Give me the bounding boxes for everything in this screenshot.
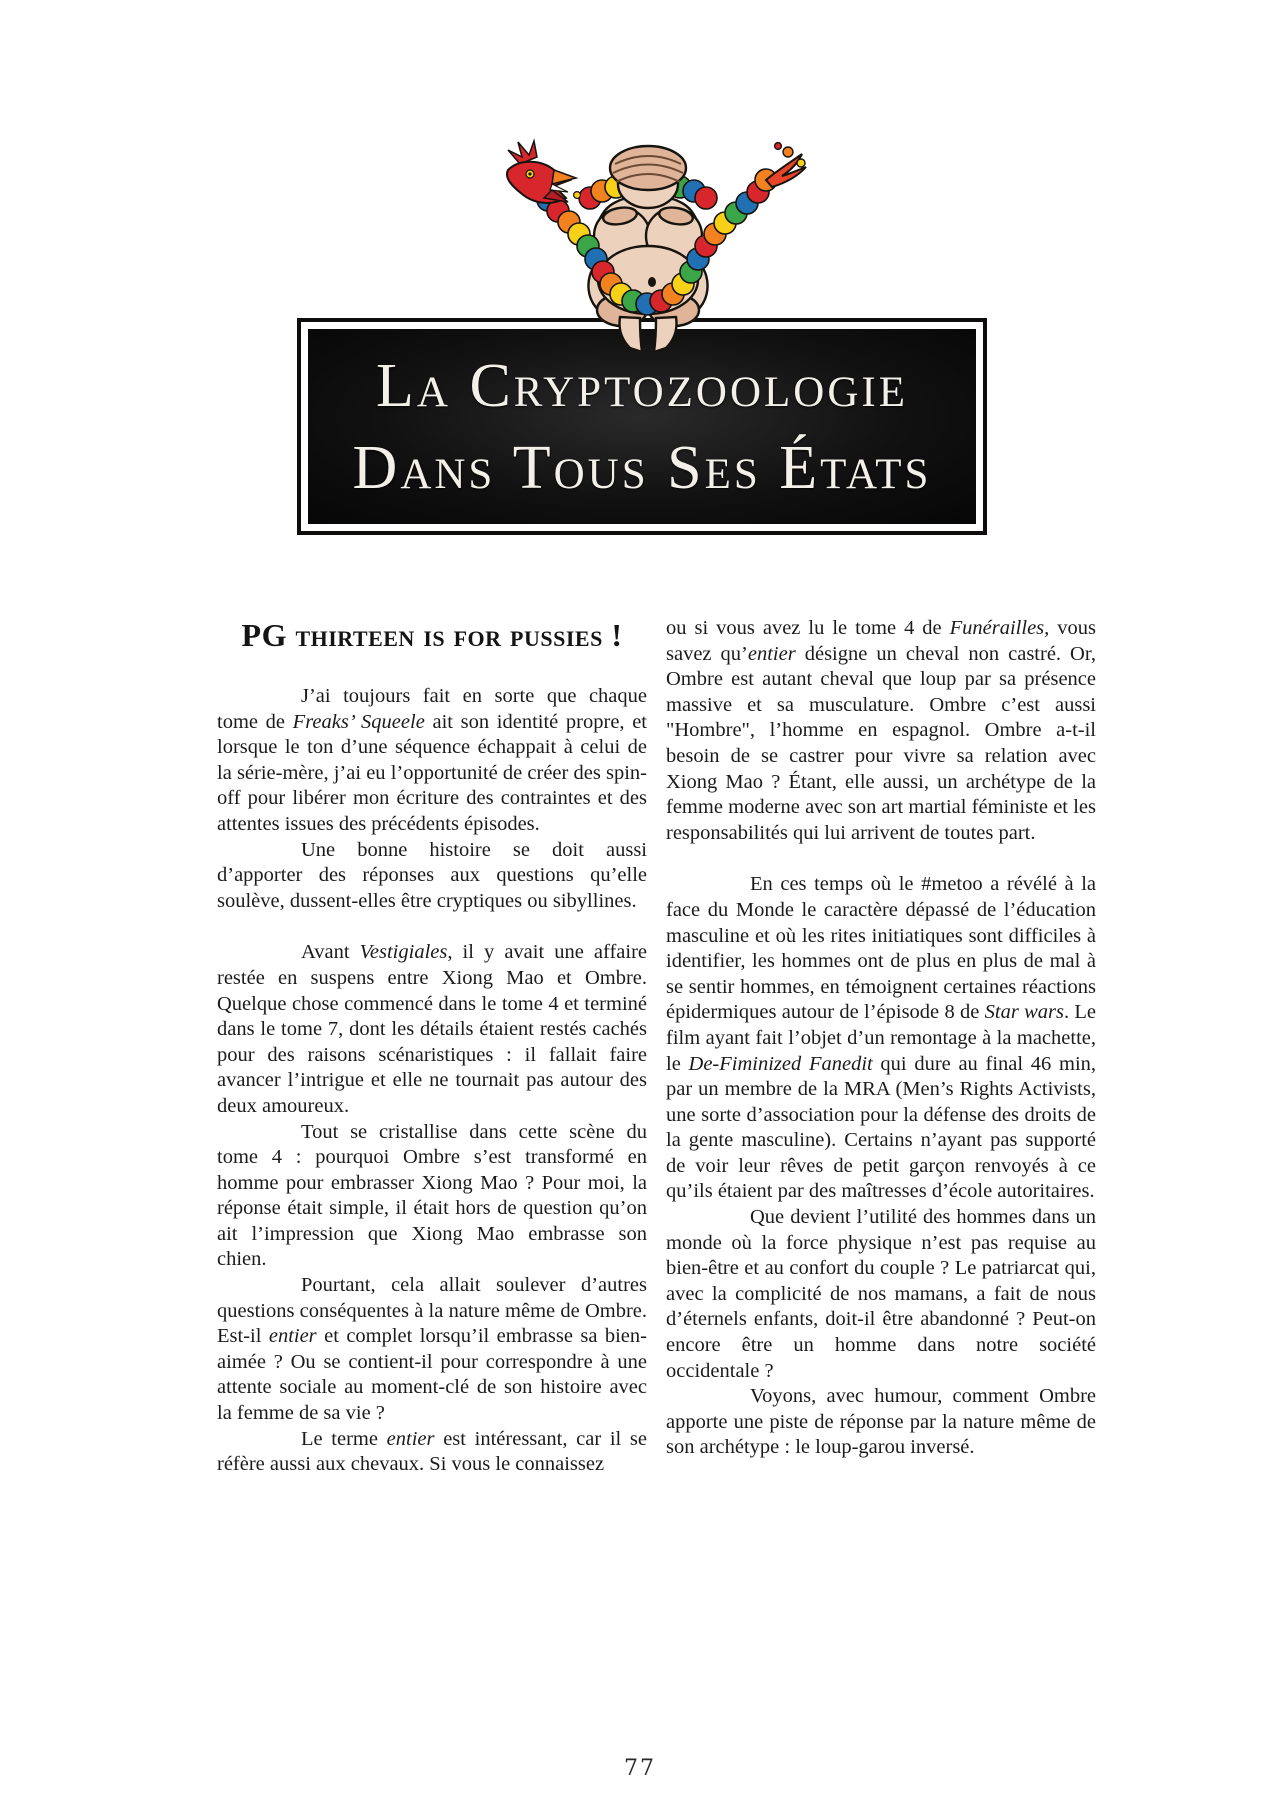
venus-rainbow-dragon-illustration: [470, 112, 810, 352]
text-segment: J’ai toujours fait en sorte que chaque tome de: [217, 685, 647, 733]
paragraph: [217, 1120, 647, 1274]
venom-drop: [574, 192, 581, 199]
italic-text-segment: Freaks’ Squeele: [292, 710, 425, 733]
paragraph: [217, 838, 647, 915]
text-segment: . Le film ayant fait l’objet d’un remontage à la machette, le: [666, 1001, 1096, 1075]
dragon-tail: [766, 143, 806, 187]
text-segment: Pourtant, cela allait soulever d’autres questions conséquentes à la nature même de Ombre. Est-il: [217, 1274, 647, 1348]
text-segment: ou si vous avez lu le tome 4 de: [666, 617, 950, 639]
banner-title-line1: La Cryptozoologie: [376, 351, 908, 420]
italic-text-segment: Vestigiales: [359, 941, 448, 964]
dragon-head: [507, 141, 580, 203]
tail-curl-1: [783, 147, 793, 157]
dragon-pupil: [528, 172, 531, 175]
text-segment: ait son identité propre, et lorsque le ton d’une séquence échappait à celui de la série-mère, j’ai eu l’opportunité de créer des spin-off pour libérer mon écriture des contraintes et des attentes issues des précédents épisodes.: [217, 710, 648, 835]
paragraph: [666, 1205, 1096, 1384]
text-segment: désigne un cheval non castré. Or, Ombre est autant cheval que loup par sa présence massive et sa musculature. Ombre c’est aussi "Hombre", l’homme en espagnol. Ombre a-t-il besoin de se castrer pour vivre sa relation avec Xiong Mao ? Étant, elle aussi, un archétype de la femme moderne avec son art martial féministe et les responsabilités qui lui arrivent de toutes part.: [666, 642, 1096, 844]
paragraph: [217, 940, 647, 1119]
dragon-crest: [508, 141, 537, 164]
paragraph: [666, 872, 1096, 1205]
text-segment: Voyons, avec humour, comment Ombre apporte une piste de réponse par la nature même de son archétype : le loup-garou inversé.: [666, 1385, 1096, 1459]
text-segment: Une bonne histoire se doit aussi d’apporter des réponses aux questions qu’elle soulève, dussent-elles être cryptiques ou sibyllines.: [217, 838, 647, 912]
left-column: [217, 616, 647, 1478]
paragraph: [217, 1273, 647, 1427]
text-segment: , il y avait une affaire restée en suspens entre Xiong Mao et Ombre. Quelque chose commencé dans le tome 4 et terminé dans le tome 7, dont les détails étaient restés cachés pour des raisons scénaristiques : il fallait faire avancer l’intrigue et elle ne tournait pas autour des deux amoureux.: [217, 941, 648, 1117]
venus-right-leg: [654, 317, 677, 352]
italic-text-segment: entier: [747, 642, 796, 665]
text-segment: et complet lorsqu’il embrasse sa bien-aimée ? Ou se contient-il pour correspondre à une attente sociale au moment-clé de son histoire avec la femme de sa vie ?: [217, 1325, 647, 1425]
venus-left-leg: [619, 317, 642, 352]
text-segment: Que devient l’utilité des hommes dans un monde où la force physique n’est pas requise au bien-être et au confort du couple ? Le patriarcat qui, avec la complicité de nos mamans, a fait de nous d’éternels enfants, doit-il être abandonné ? Peut-on encore être un homme dans notre société occidentale ?: [666, 1206, 1096, 1382]
text-segment: Avant: [301, 941, 360, 964]
italic-text-segment: De-Fiminized Fanedit: [688, 1052, 873, 1075]
text-segment: vous savez qu’: [666, 617, 1096, 665]
paragraph: [666, 616, 1096, 846]
section-heading: PG thirteen is for pussies !: [241, 617, 623, 653]
text-segment: Tout se cristallise dans cette scène du tome 4 : pourquoi Ombre s’est transformé en homme pour embrasser Xiong Mao ? Pour moi, la réponse était simple, il était hors de question qu’on ait l’impression que Xiong Mao embrasse son chien.: [217, 1120, 647, 1271]
tail-curl-2: [797, 159, 805, 167]
italic-text-segment: entier: [268, 1325, 317, 1348]
title-banner-panel: [308, 329, 976, 524]
italic-text-segment: entier: [386, 1427, 435, 1450]
venus-body: [588, 146, 707, 352]
text-segment: qui dure au final 46 min, par un membre de la MRA (Men’s Rights Activists, une sorte d’association pour la défense des droits de la gente masculine). Certains n’ayant pas supporté de voir leur rêves de petit garçon renvoyés à ce qu’ils étaient par des maîtresses d’école autoritaires.: [666, 1052, 1097, 1203]
italic-text-segment: Funérailles,: [949, 617, 1050, 639]
banner-title-line2: Dans Tous Ses États: [352, 433, 932, 502]
venus-bonnet: [610, 146, 686, 190]
page-number: 77: [624, 1756, 656, 1781]
right-column: [666, 616, 1096, 1461]
paragraph: [217, 1427, 647, 1478]
paragraph: [217, 684, 647, 838]
paragraph: [666, 1384, 1096, 1461]
text-segment: En ces temps où le #metoo a révélé à la face du Monde le caractère dépassé de l’éducation masculine et où les rites initiatiques sont difficiles à identifier, les hommes ont de plus en plus de mal à se sentir hommes, en témoignent certaines réactions épidermiques autour de l’épisode 8 de: [666, 873, 1096, 1024]
text-segment: Le terme: [301, 1427, 387, 1450]
venus-navel: [648, 277, 656, 287]
italic-text-segment: Star wars: [984, 1001, 1064, 1024]
tail-curl-3: [775, 143, 782, 150]
text-segment: est intéressant, car il se réfère aussi aux chevaux. Si vous le connaissez: [217, 1427, 647, 1476]
